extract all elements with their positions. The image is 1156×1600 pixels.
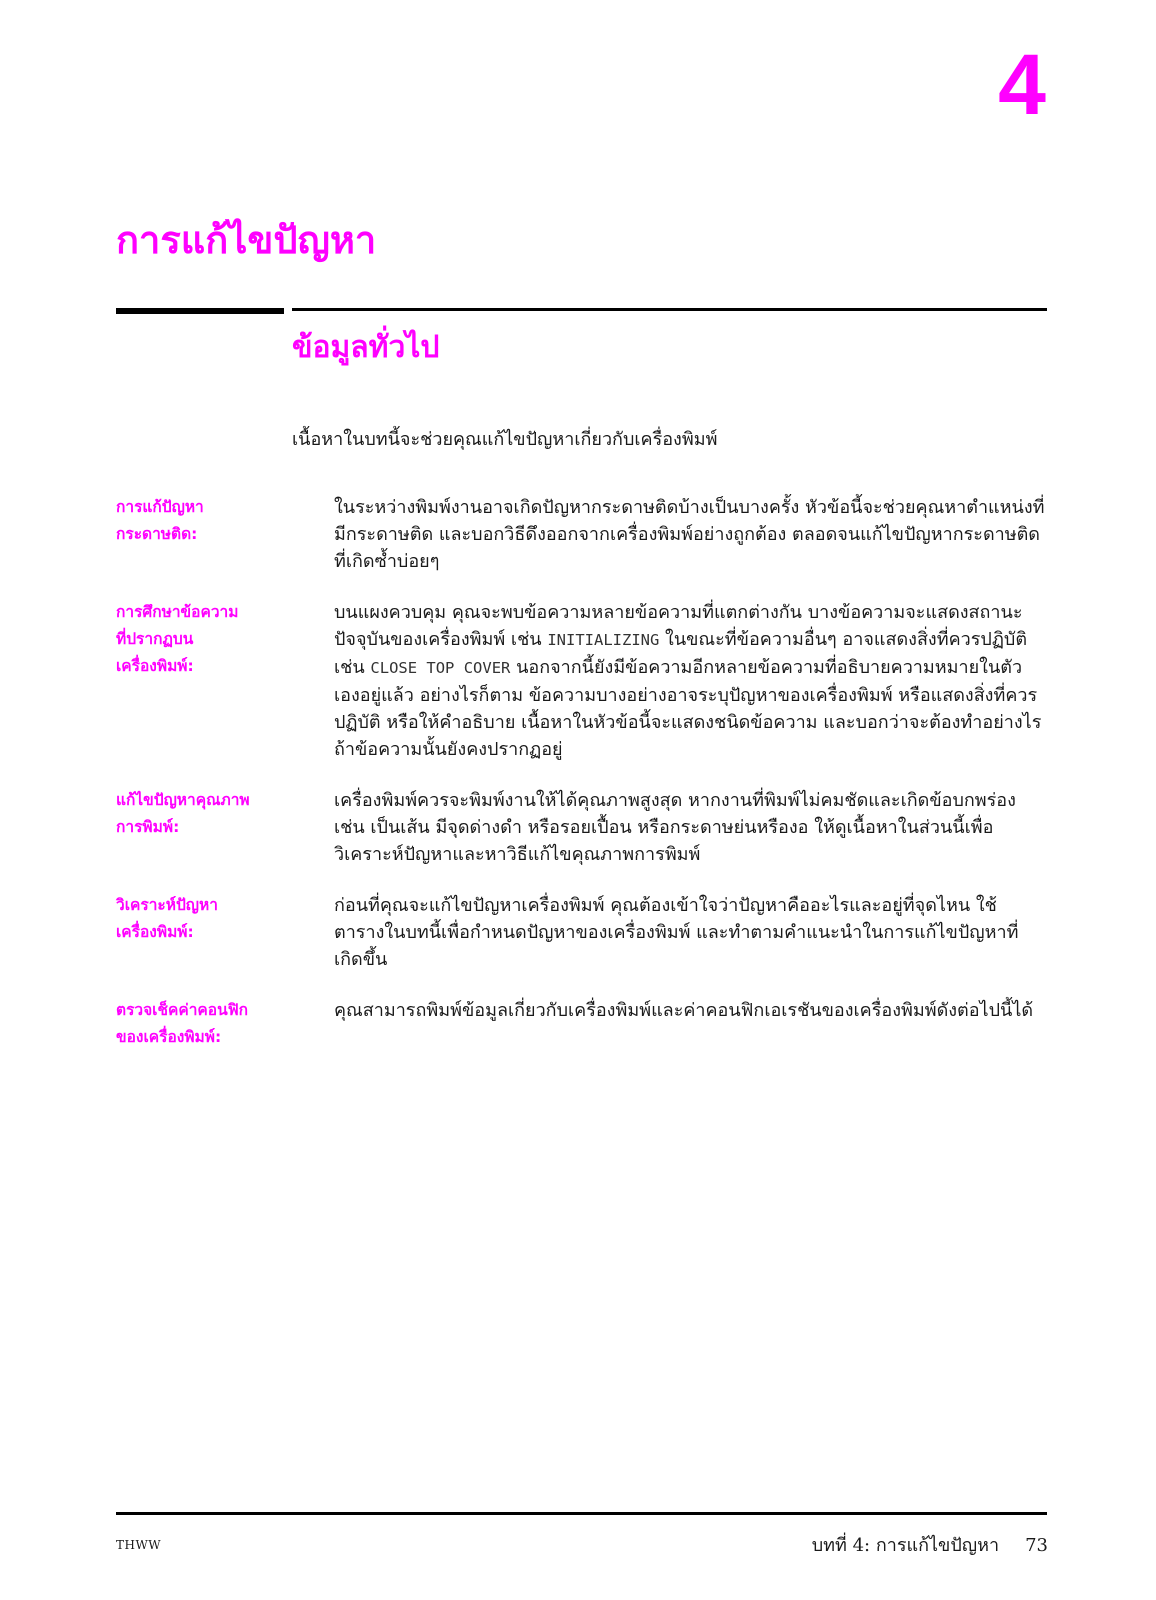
topic-label-line: วิเคราะห์ปัญหา <box>116 896 218 914</box>
chapter-title: การแก้ไขปัญหา <box>116 218 377 262</box>
chapter-number: 4 <box>998 37 1046 133</box>
topic-printer-messages <box>116 599 1047 763</box>
topic-label <box>116 494 334 575</box>
topic-label <box>116 599 334 763</box>
topic-label <box>116 997 334 1051</box>
footer-code: THWW <box>116 1538 162 1552</box>
section-title: ข้อมูลทั่วไป <box>292 330 440 365</box>
topic-printer-diagnosis <box>116 892 1047 973</box>
heading-rule-thick <box>116 308 284 314</box>
topic-body: ก่อนที่คุณจะแก้ไขปัญหาเครื่องพิมพ์ คุณต้องเข้าใจว่าปัญหาคืออะไรและอยู่ที่จุดไหน ใช้ตารางในบทนี้เพื่อกำหนดปัญหาของเครื่องพิมพ์ และทำตามคำแนะนำในการแก้ไขปัญหาที่เกิดขึ้น <box>334 895 1019 970</box>
topic-label-line: ของเครื่องพิมพ์: <box>116 1028 222 1046</box>
footer-page-info <box>812 1530 1048 1559</box>
topic-print-quality <box>116 787 1047 868</box>
status-message-close-top-cover: CLOSE TOP COVER <box>370 659 511 677</box>
footer-rule <box>116 1512 1047 1515</box>
topic-paper-jam <box>116 494 1047 575</box>
footer-chapter-ref: บทที่ 4: การแก้ไขปัญหา <box>811 1535 1000 1556</box>
topic-label-line: เครื่องพิมพ์: <box>116 923 194 941</box>
topic-label <box>116 787 334 868</box>
topic-label-line: การแก้ปัญหา <box>116 498 204 516</box>
topic-label-line: การศึกษาข้อความ <box>116 603 239 621</box>
topic-body: ในระหว่างพิมพ์งานอาจเกิดปัญหากระดาษติดบ้างเป็นบางครั้ง หัวข้อนี้จะช่วยคุณหาตำแหน่งที่มีกระดาษติด และบอกวิธีดึงออกจากเครื่องพิมพ์อย่างถูกต้อง ตลอดจนแก้ไขปัญหากระดาษติดที่เกิดซ้ำบ่อยๆ <box>334 497 1045 572</box>
topic-label-line: การพิมพ์: <box>116 818 180 836</box>
topic-body-text: นอกจากนี้ยังมีข้อความอีกหลายข้อความที่อธิบายความหมายในตัวเองอยู่แล้ว อย่างไรก็ตาม ข้อความบางอย่างอาจระบุปัญหาของเครื่องพิมพ์ หรือแสดงสิ่งที่ควรปฏิบัติ หรือให้คำอธิบาย เนื้อหาในหัวข้อนี้จะแสดงชนิดข้อความ และบอกว่าจะต้องทำอย่างไรถ้าข้อความนั้นยังคงปรากฏอยู่ <box>334 657 1042 760</box>
topic-body-text: บนแผงควบคุม คุณจะพบข้อความหลายข้อความที่แตกต่างกัน บางข้อความจะแสดงสถานะปัจจุบันของเครื่องพิมพ์ เช่น <box>334 602 1023 650</box>
topic-config-check <box>116 997 1047 1051</box>
topic-label-line: แก้ไขปัญหาคุณภาพ <box>116 791 250 809</box>
topic-label <box>116 892 334 973</box>
topic-list <box>116 494 1047 1075</box>
topic-label-line: เครื่องพิมพ์: <box>116 657 194 675</box>
status-message-initializing: INITIALIZING <box>547 631 660 649</box>
topic-label-line: ที่ปรากฏบน <box>116 630 194 648</box>
topic-body: คุณสามารถพิมพ์ข้อมูลเกี่ยวกับเครื่องพิมพ์และค่าคอนฟิกเอเรชันของเครื่องพิมพ์ดังต่อไปนี้ได้ <box>334 1000 1034 1021</box>
topic-label-line: ตรวจเช็คค่าคอนฟิก <box>116 1001 249 1019</box>
section-intro: เนื้อหาในบทนี้จะช่วยคุณแก้ไขปัญหาเกี่ยวกับเครื่องพิมพ์ <box>292 429 718 450</box>
topic-label-line: กระดาษติด: <box>116 525 198 543</box>
heading-rule-thin <box>292 308 1047 311</box>
page-number: 73 <box>1025 1535 1048 1556</box>
topic-body <box>334 599 1047 763</box>
topic-body: เครื่องพิมพ์ควรจะพิมพ์งานให้ได้คุณภาพสูงสุด หากงานที่พิมพ์ไม่คมชัดและเกิดข้อบกพร่อง เช่น เป็นเส้น มีจุดด่างดำ หรือรอยเปื้อน หรือกระดาษย่นหรืองอ ให้ดูเนื้อหาในส่วนนี้เพื่อวิเคราะห์ปัญหาและหาวิธีแก้ไขคุณภาพการพิมพ์ <box>334 790 1016 865</box>
topic-body-text: ในขณะที่ข้อความอื่นๆ อาจแสดงสิ่งที่ควรปฏิบัติ เช่น <box>334 629 1028 678</box>
